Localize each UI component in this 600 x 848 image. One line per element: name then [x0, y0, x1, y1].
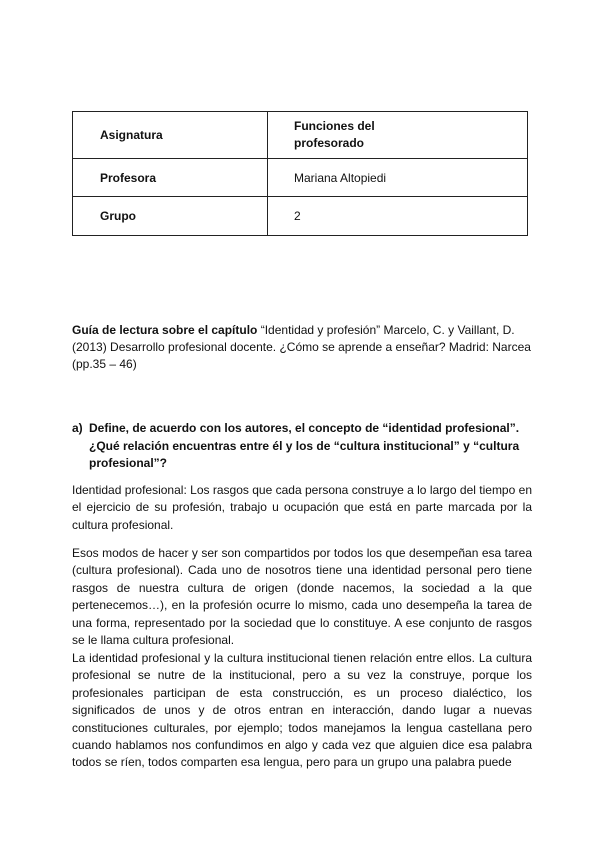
answer-paragraph-1: Identidad profesional: Los rasgos que cada persona construye a lo largo del tiempo en el ejercicio de su profesión, trabajo u ocupación que está en parte marcada por la cultura profesional. [72, 483, 532, 532]
question-text: Define, de acuerdo con los autores, el concepto de “identidad profesional”. ¿Qué relación encuentras entre él y los de “cultura institucional” y “cultura profesional”? [89, 421, 520, 470]
answer-paragraph-2: Esos modos de hacer y ser son compartidos por todos los que desempeñan esa tarea (cultura profesional). Cada uno de nosotros tiene una identidad personal pero tiene rasgos de nuestra cultura de origen (donde nacemos, la sociedad a la que pertenecemos…), en la profesión ocurre lo mismo, cada uno desempeña la tarea de una forma, representado por la sociedad que lo constituye. A ese conjunto de rasgos se le llama cultura profesional. [72, 546, 532, 648]
table-row [73, 112, 528, 159]
course-info-table [72, 111, 528, 236]
group-value: 2 [268, 197, 528, 236]
table-row [73, 159, 528, 197]
reading-guide-reference [72, 322, 532, 373]
table-row [73, 197, 528, 236]
subject-value-line2: profesorado [294, 136, 365, 150]
answer-paragraph-3: La identidad profesional y la cultura institucional tienen relación entre ellos. La cultura profesional se nutre de la institucional, pero a su vez la construye, porque los profesionales participan de esta construcción, es un proceso dialéctico, los significados de unos y de otros entran en interacción, dando lugar a nuevas constituciones culturales, por ejemplo; todos manejamos la lengua castellana pero cuando hablamos nos confundimos en algo y cada vez que alguien dice esa palabra todos se ríen, todos comparten esa lengua, pero para un grupo una palabra puede [72, 651, 532, 770]
teacher-value: Mariana Altopiedi [268, 159, 528, 197]
reference-citation: “Identidad y profesión” Marcelo, C. y Vaillant, D. (2013) Desarrollo profesional docente. ¿Cómo se aprende a enseñar? Madrid: Narcea (pp.35 – 46) [72, 323, 531, 371]
group-label: Grupo [73, 197, 268, 236]
reference-bold-lead: Guía de lectura sobre el capítulo [72, 323, 258, 337]
subject-value [268, 112, 528, 159]
subject-label: Asignatura [73, 112, 268, 159]
teacher-label: Profesora [73, 159, 268, 197]
question-letter: a) [72, 421, 83, 435]
subject-value-line1: Funciones del [294, 119, 375, 133]
question-a [72, 420, 532, 473]
